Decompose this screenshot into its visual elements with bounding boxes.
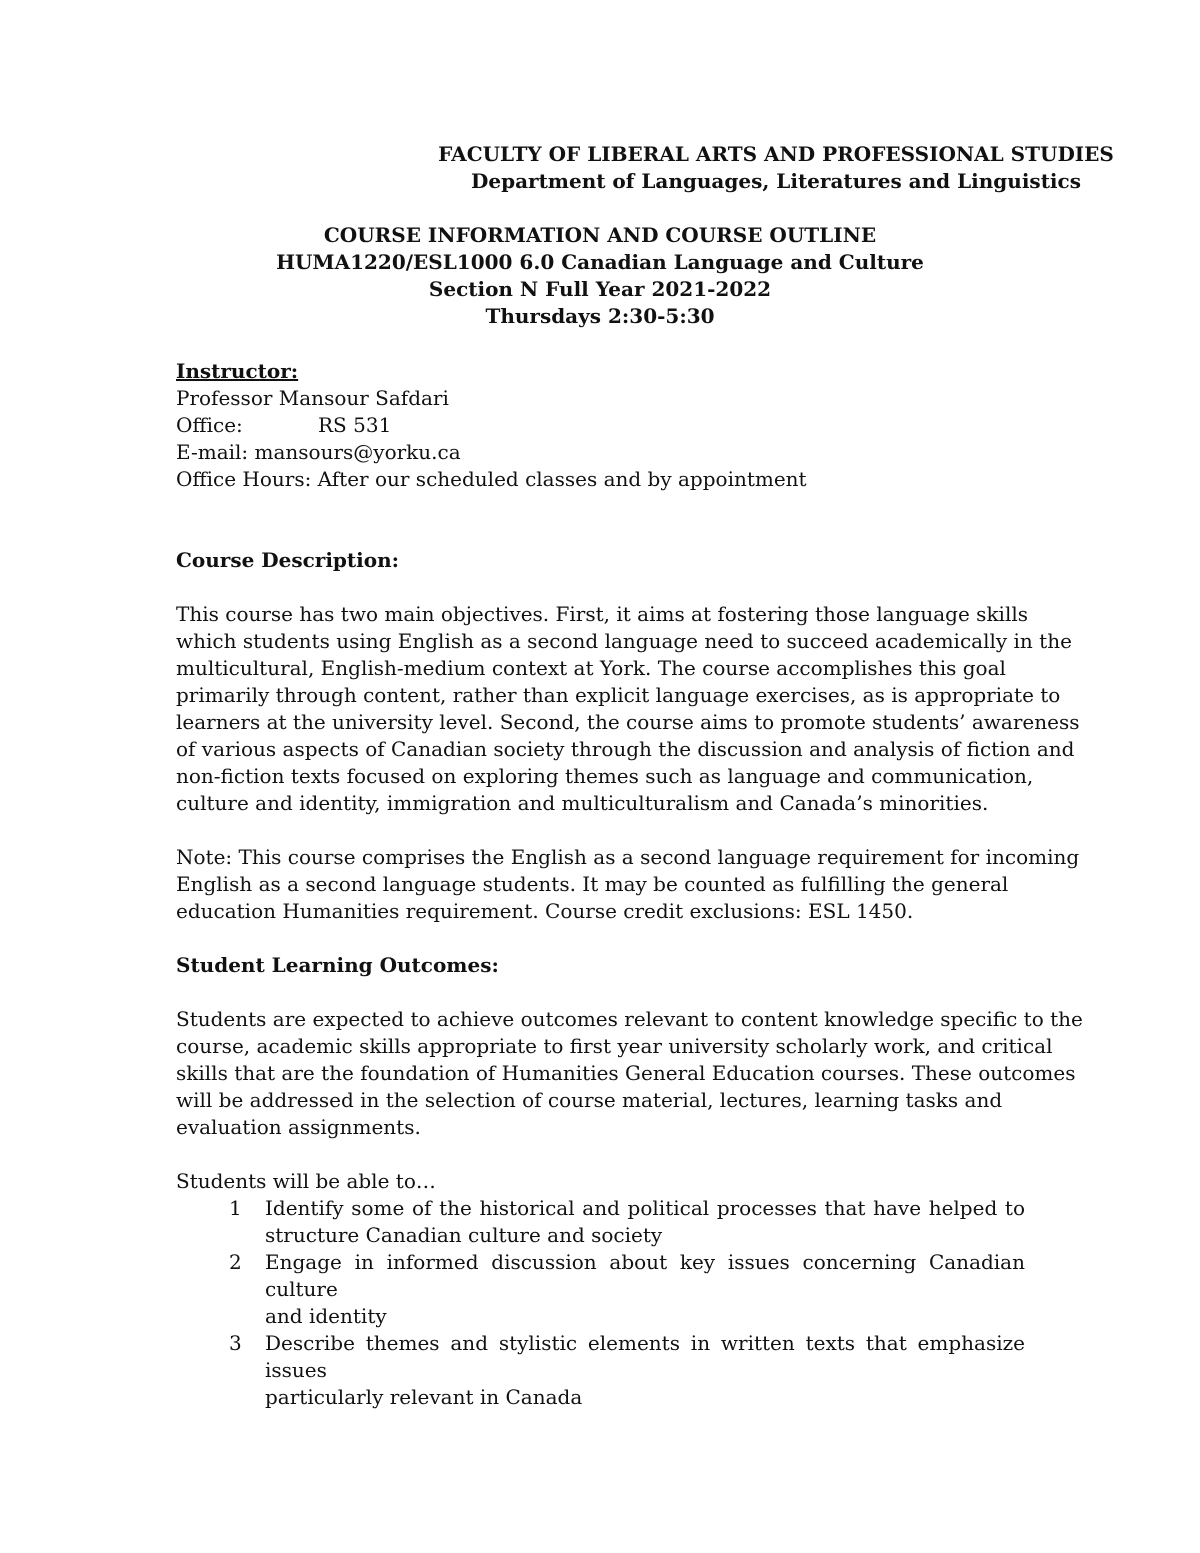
paragraph-line: primarily through content, rather than explicit language exercises, as is appropriate to	[176, 683, 1061, 707]
list-item-text	[265, 1330, 1025, 1411]
list-item-line: and identity	[265, 1304, 387, 1328]
instructor-email: E-mail: mansours@yorku.ca	[176, 440, 461, 464]
department-title: Department of Languages, Literatures and Linguistics	[471, 169, 1081, 193]
office-label: Office:	[176, 413, 243, 437]
paragraph-line: English as a second language students. It may be counted as fulfilling the general	[176, 872, 1009, 896]
paragraph-line: learners at the university level. Second, the course aims to promote students’ awareness	[176, 710, 1080, 734]
course-section: Section N Full Year 2021-2022	[428, 277, 772, 301]
instructor-name: Professor Mansour Safdari	[176, 386, 449, 410]
paragraph-line: which students using English as a second language need to succeed academically in the	[176, 629, 1072, 653]
document-header	[176, 141, 1200, 195]
list-item-text	[265, 1249, 1025, 1330]
document-page	[176, 141, 1114, 1411]
course-description-heading: Course Description:	[176, 548, 400, 572]
learning-outcomes-paragraph	[176, 1006, 1083, 1141]
paragraph-line: will be addressed in the selection of course material, lectures, learning tasks and	[176, 1088, 1003, 1112]
list-item-number: 2	[229, 1250, 242, 1274]
paragraph-line: Students are expected to achieve outcomes relevant to content knowledge specific to the	[176, 1007, 1083, 1031]
list-item-line: particularly relevant in Canada	[265, 1385, 583, 1409]
paragraph-line: course, academic skills appropriate to first year university scholarly work, and critical	[176, 1034, 1053, 1058]
list-item-number: 3	[229, 1331, 242, 1355]
list-item-line: Engage in informed discussion about key issues concerning Canadian culture	[265, 1250, 1025, 1301]
course-title: HUMA1220/ESL1000 6.0 Canadian Language and Culture	[276, 250, 924, 274]
paragraph-line: evaluation assignments.	[176, 1115, 421, 1139]
list-item-line: structure Canadian culture and society	[265, 1223, 663, 1247]
instructor-block	[176, 358, 1026, 493]
outcomes-list-block	[176, 1168, 1026, 1411]
course-schedule: Thursdays 2:30-5:30	[485, 304, 715, 328]
paragraph-line: culture and identity, immigration and multiculturalism and Canada’s minorities.	[176, 791, 989, 815]
office-row	[176, 412, 1026, 439]
paragraph-line: Note: This course comprises the English as a second language requirement for incoming	[176, 845, 1080, 869]
paragraph-line: of various aspects of Canadian society through the discussion and analysis of fiction and	[176, 737, 1075, 761]
paragraph-line: This course has two main objectives. First, it aims at fostering those language skills	[176, 602, 1029, 626]
office-hours: Office Hours: After our scheduled classes and by appointment	[176, 467, 807, 491]
list-item-line: Identify some of the historical and political processes that have helped to	[265, 1196, 1025, 1220]
list-item	[176, 1195, 1026, 1249]
course-header	[0, 222, 1200, 330]
list-item-text	[265, 1195, 1025, 1249]
document-title: COURSE INFORMATION AND COURSE OUTLINE	[323, 223, 877, 247]
course-description-paragraph-1	[176, 601, 1080, 817]
paragraph-line: non-fiction texts focused on exploring themes such as language and communication,	[176, 764, 1034, 788]
list-item-number: 1	[229, 1196, 242, 1220]
list-item-line: Describe themes and stylistic elements in written texts that emphasize issues	[265, 1331, 1025, 1382]
outcomes-intro: Students will be able to…	[176, 1169, 436, 1193]
list-item	[176, 1249, 1026, 1330]
faculty-title: FACULTY OF LIBERAL ARTS AND PROFESSIONAL STUDIES	[438, 142, 1114, 166]
course-description-paragraph-2	[176, 844, 1080, 925]
list-item	[176, 1330, 1026, 1411]
paragraph-line: education Humanities requirement. Course credit exclusions: ESL 1450.	[176, 899, 914, 923]
learning-outcomes-heading: Student Learning Outcomes:	[176, 953, 499, 977]
paragraph-line: multicultural, English-medium context at York. The course accomplishes this goal	[176, 656, 1006, 680]
outcomes-list	[176, 1195, 1026, 1411]
paragraph-line: skills that are the foundation of Humanities General Education courses. These outcomes	[176, 1061, 1076, 1085]
instructor-heading: Instructor:	[176, 359, 299, 383]
office-value: RS 531	[318, 413, 392, 437]
